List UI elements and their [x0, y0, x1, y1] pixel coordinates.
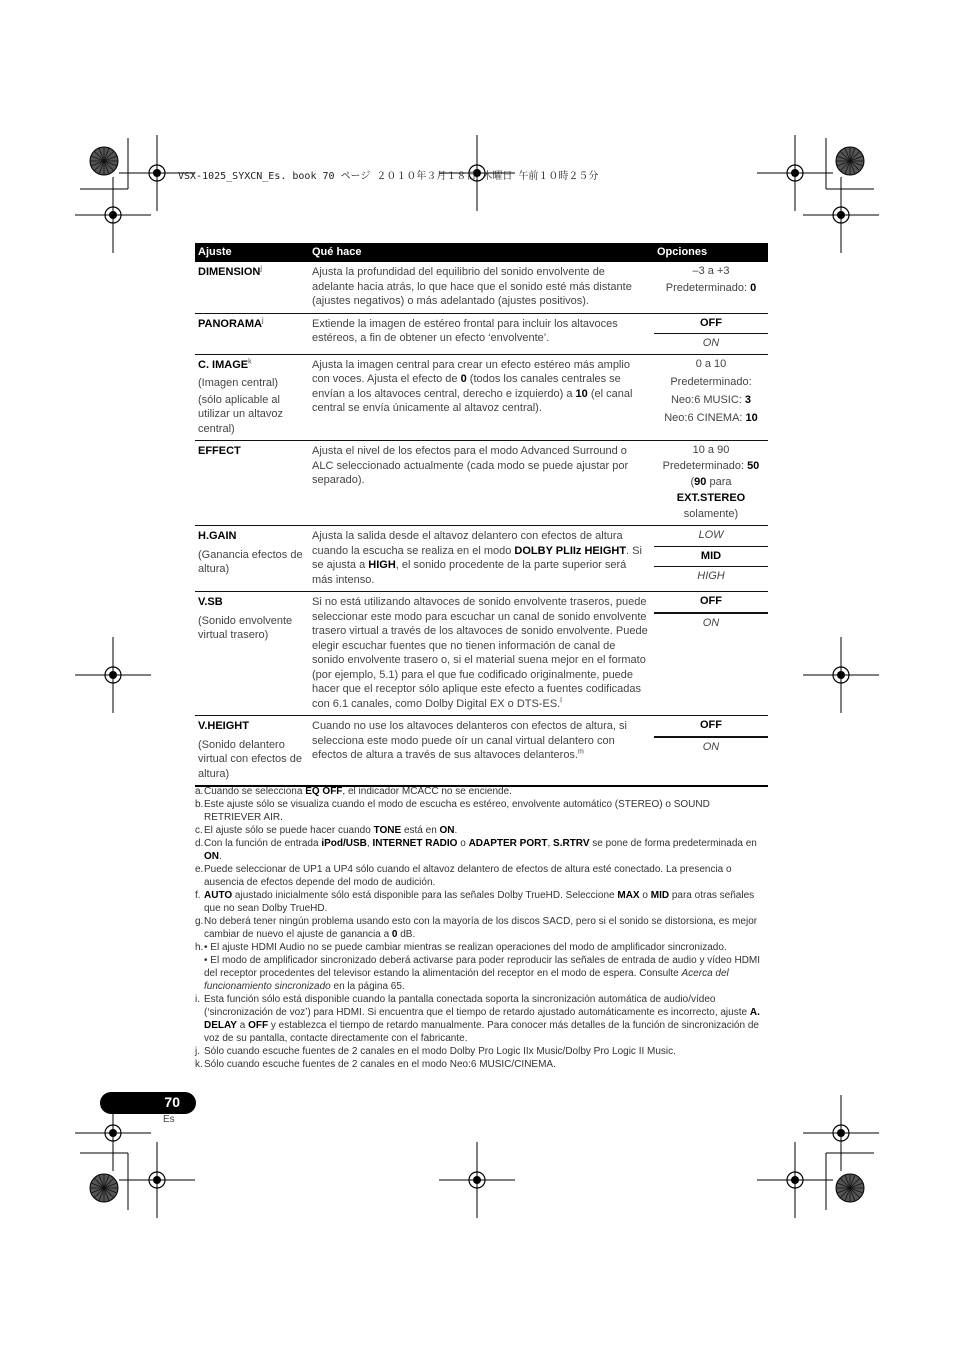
- footnote-b: b. Este ajuste sólo se visualiza cuando el modo de escucha es estéreo, envolvente automático (STEREO) o SOUND RETRIEVER AIR.: [195, 799, 710, 823]
- footnote-j: j. Sólo cuando escuche fuentes de 2 canales en el modo Dolby Pro Logic IIx Music/Dolby Pro Logic II Music.: [195, 1046, 676, 1057]
- table-row: PANORAMA$^j$ Extiende la imagen de estéreo frontal para incluir los altavoces estéreos, a fin de obtener un efecto ‘envolvente’. OFF ON: [195, 313, 768, 354]
- setting-options: OFF ON: [654, 592, 768, 716]
- setting-name: C. IMAGE: [198, 358, 249, 371]
- setting-name: EFFECT: [198, 445, 241, 457]
- setting-name: V.SB: [198, 596, 223, 608]
- col-header-ajuste: Ajuste: [195, 243, 309, 262]
- footnote-d: d. Con la función de entrada iPod/USB, INTERNET RADIO o ADAPTER PORT, S.RTRV se pone de forma predeterminada en ON.: [195, 838, 757, 862]
- setting-name: H.GAIN: [198, 530, 237, 542]
- setting-name: V.HEIGHT: [198, 720, 249, 732]
- footnote-a: a. Cuando se selecciona EQ OFF, el indicador MCACC no se enciende.: [195, 786, 512, 797]
- setting-options: OFF ON: [654, 313, 768, 354]
- setting-options: 0 a 10 Predeterminado: Neo:6 MUSIC: 3 Neo:6 CINEMA: 10: [654, 354, 768, 441]
- table-row: V.SB (Sonido envolvente virtual trasero) Si no está utilizando altavoces de sonido envolvente traseros, puede seleccionar este modo para escuchar un canal de sonido envolvente trasero virtual a través de los altavoces de sonido envolvente. Puede elegir escuchar fuentes que no tienen información de canal de sonido envolvente trasero o, si el material suena mejor en el formato (por ejemplo, 5.1) para el que fue codificado originalmente, puede hacer que el receptor sólo aplique este efecto a fuentes codificadas con 6.1 canales, como Dolby Digital EX o DTS-ES.$^l$ OFF ON: [195, 592, 768, 716]
- page-number: 70: [164, 1094, 180, 1110]
- setting-name: PANORAMA: [198, 317, 262, 330]
- setting-description: Si no está utilizando altavoces de sonido envolvente traseros, puede seleccionar este modo para escuchar un canal de sonido envolvente trasero virtual a través de los altavoces de sonido envolvente. Puede elegir escuchar fuentes que no tienen información de canal de sonido envolvente trasero o, si el material suena mejor en el formato (por ejemplo, 5.1) para el que fue codificado originalmente, puede hacer que el receptor sólo aplique este efecto a fuentes codificadas con 6.1 canales, como Dolby Digital EX o DTS-ES.$^l$: [309, 592, 654, 716]
- footnote-f: f. AUTO ajustado inicialmente sólo está disponible para las señales Dolby TrueHD. Seleccione MAX o MID para otras señales que no sean Dolby TrueHD.: [195, 890, 755, 914]
- language-code: Es: [163, 1114, 175, 1125]
- table-row: V.HEIGHT (Sonido delantero virtual con efectos de altura) Cuando no use los altavoces delanteros con efectos de altura, si selecciona este modo puede oír un canal virtual delantero con efectos de altura a través de sus altavoces delanteros.$^m$ OFF ON: [195, 716, 768, 787]
- setting-description: Ajusta el nivel de los efectos para el modo Advanced Surround o ALC seleccionado actualmente (cada modo se puede ajustar por separado).: [309, 441, 654, 526]
- setting-description: Ajusta la profundidad del equilibrio del sonido envolvente de adelante hacia atrás, lo que hace que el sonido esté más distante (ajustes negativos) o más adelantado (ajustes positivos).: [309, 262, 654, 313]
- setting-name: DIMENSION: [198, 266, 261, 278]
- setting-options: –3 a +3 Predeterminado: 0: [654, 262, 768, 313]
- table-header-row: [195, 243, 768, 262]
- footnote-h: h. • El ajuste HDMI Audio no se puede cambiar mientras se realizan operaciones del modo de amplificador sincronizado. • El modo de amplificador sincronizado deberá activarse para poder reproducir las señales de entrada de audio y vídeo HDMI del receptor procedentes del televisor estando la alimentación del receptor en el modo de espera. Consulte Acerca del funcionamiento sincronizado en la página 65.: [195, 942, 761, 992]
- table-row: H.GAIN (Ganancia efectos de altura) Ajusta la salida desde el altavoz delantero con efectos de altura cuando la escucha se realiza en el modo DOLBY PLIIz HEIGHT. Si se ajusta a HIGH, el sonido procedente de la parte superior será más intenso. LOW MID HIGH: [195, 526, 768, 592]
- table-row: DIMENSION$^j$ Ajusta la profundidad del equilibrio del sonido envolvente de adelante hacia atrás, lo que hace que el sonido esté más distante (ajustes negativos) o más adelantado (ajustes positivos). –3 a +3 Predeterminado: 0: [195, 262, 768, 313]
- footnote-g: g. No deberá tener ningún problema usando esto con la mayoría de los discos SACD, pero si el sonido se distorsiona, es mejor cambiar de nuevo el ajuste de ganancia a 0 dB.: [195, 916, 758, 940]
- footnote-e: e. Puede seleccionar de UP1 a UP4 sólo cuando el altavoz delantero de efectos de altura esté conectado. La presencia o ausencia de efectos depende del modo de audición.: [195, 864, 732, 888]
- setting-description: Cuando no use los altavoces delanteros con efectos de altura, si selecciona este modo puede oír un canal virtual delantero con efectos de altura a través de sus altavoces delanteros.$^m$: [309, 716, 654, 787]
- setting-description: Ajusta la salida desde el altavoz delantero con efectos de altura cuando la escucha se realiza en el modo DOLBY PLIIz HEIGHT. Si se ajusta a HIGH, el sonido procedente de la parte superior será más intenso.: [309, 526, 654, 592]
- table-row: C. IMAGE$^k$ (Imagen central) (sólo aplicable al utilizar un altavoz central) Ajusta la imagen central para crear un efecto estéreo más amplio con voces. Ajusta el efecto de 0 (todos los canales centrales se envían a los altavoces central, derecho e izquierdo) a 10 (el canal central se envía únicamente al altavoz central). 0 a 10 Predeterminado: Neo:6 MUSIC: 3 Neo:6 CINEMA: 10: [195, 354, 768, 441]
- setting-description: Extiende la imagen de estéreo frontal para incluir los altavoces estéreos, a fin de obtener un efecto ‘envolvente’.: [309, 313, 654, 354]
- footnote-i: i. Esta función sólo está disponible cuando la pantalla conectada soporta la sincronización automática de audio/vídeo (‘sincronización de voz’) para HDMI. Si encuentra que el tiempo de retardo ajustado automáticamente es incorrecto, ajuste A. DELAY a OFF y establezca el tiempo de retardo manualmente. Para conocer más detalles de la función de sincronización de voz de su pantalla, contacte directamente con el fabricante.: [195, 994, 760, 1044]
- table-row: [195, 441, 768, 526]
- footnote-c: c. El ajuste sólo se puede hacer cuando TONE está en ON.: [195, 825, 458, 836]
- settings-table: [195, 243, 768, 787]
- print-header: VSX-1025_SYXCN_Es. book 70 ページ ２０１０年３月１８日 木曜日 午前１０時２５分: [178, 171, 599, 182]
- setting-options: LOW MID HIGH: [654, 526, 768, 592]
- setting-options: 10 a 90 Predeterminado: 50 (90 para EXT.STEREO solamente): [654, 441, 768, 526]
- col-header-opciones: Opciones: [654, 243, 768, 262]
- page-number-badge: [100, 1092, 196, 1114]
- footnote-k: k. Sólo cuando escuche fuentes de 2 canales en el modo Neo:6 MUSIC/CINEMA.: [195, 1059, 556, 1070]
- setting-description: Ajusta la imagen central para crear un efecto estéreo más amplio con voces. Ajusta el efecto de 0 (todos los canales centrales se envían a los altavoces central, derecho e izquierdo) a 10 (el canal central se envía únicamente al altavoz central).: [309, 354, 654, 441]
- setting-options: OFF ON: [654, 716, 768, 787]
- col-header-que-hace: Qué hace: [309, 243, 654, 262]
- footnotes: [195, 785, 768, 1071]
